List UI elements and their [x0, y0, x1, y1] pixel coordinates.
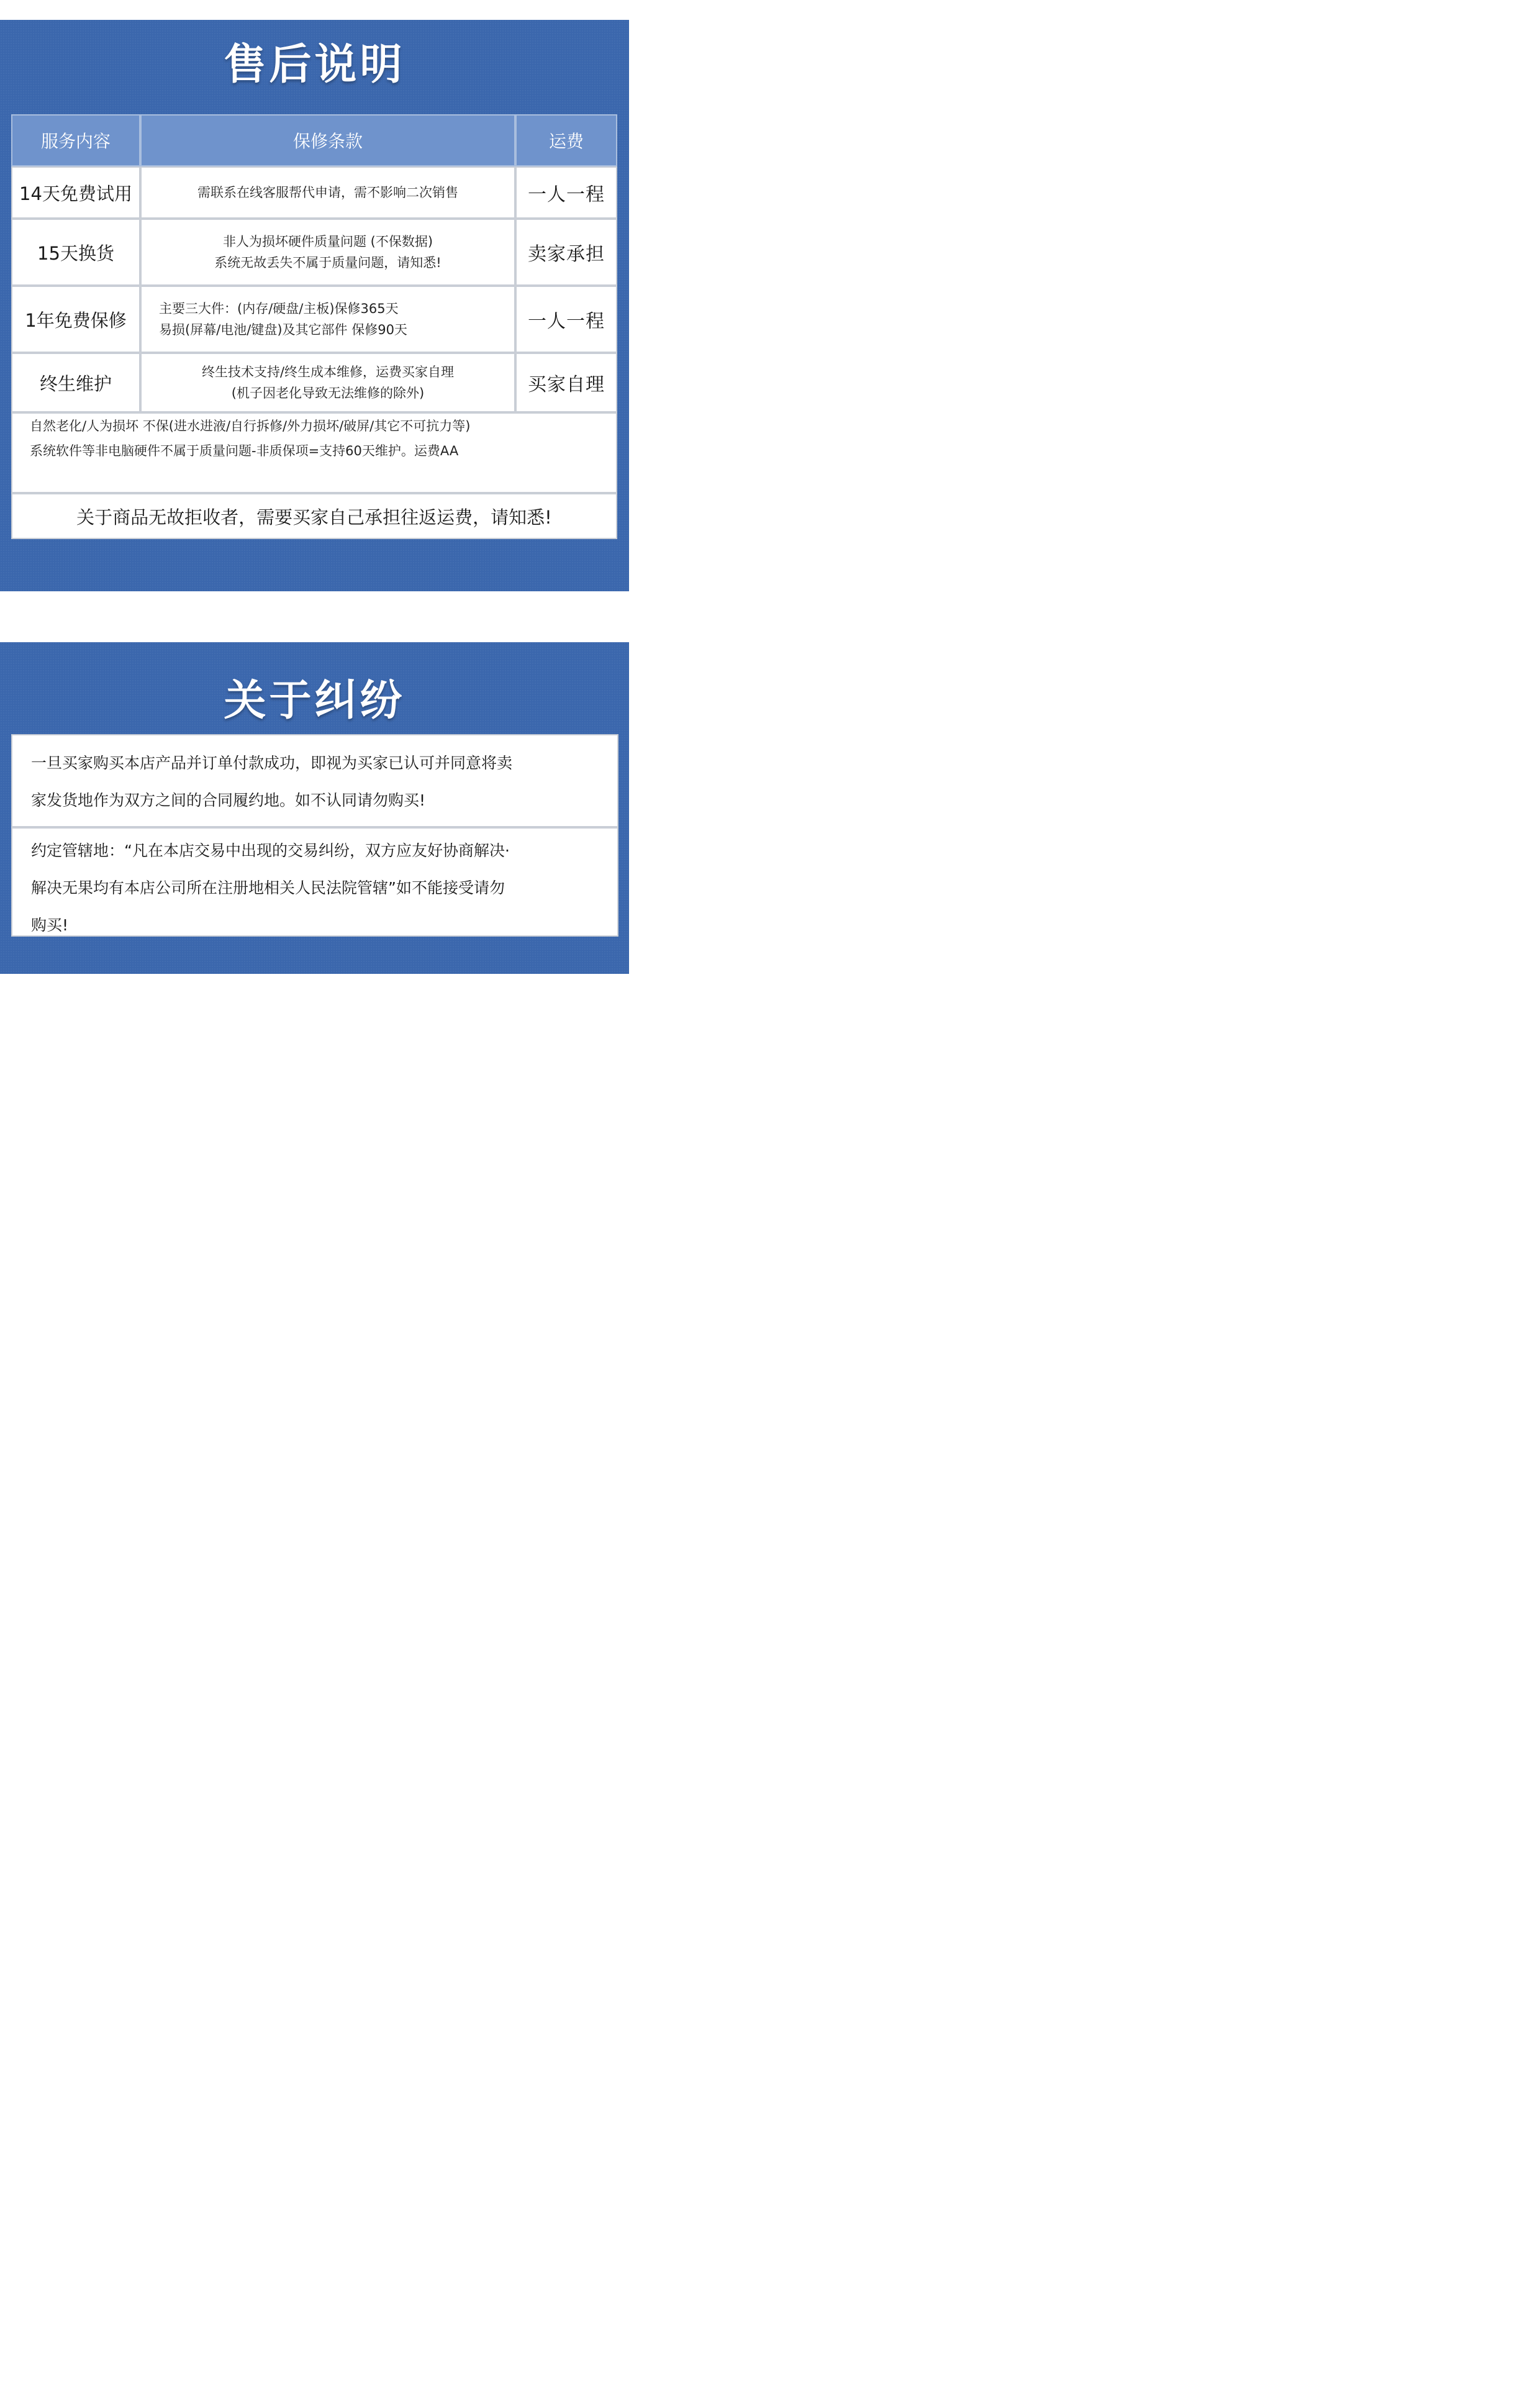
service-cell: 终生维护	[11, 353, 140, 412]
terms-line: 需联系在线客服帮代申请，需不影响二次销售	[197, 185, 458, 200]
service-cell: 14天免费试用	[11, 166, 140, 219]
fee-cell: 一人一程	[515, 286, 617, 353]
fee-cell: 卖家承担	[515, 219, 617, 286]
terms-line: 系统无故丢失不属于质量问题，请知悉!	[214, 255, 442, 270]
terms-cell	[140, 219, 515, 286]
contract-place-box	[11, 734, 618, 827]
jurisdiction-line: 解决无果均有本店公司所在注册地相关人民法院管辖”如不能接受请勿	[31, 879, 505, 897]
terms-cell	[140, 166, 515, 219]
terms-cell	[140, 353, 515, 412]
header-shipping: 运费	[515, 114, 617, 166]
fee-cell: 买家自理	[515, 353, 617, 412]
notice-line: 系统软件等非电脑硬件不属于质量问题-非质保项=支持60天维护。运费AA	[30, 443, 459, 458]
terms-cell	[140, 286, 515, 353]
jurisdiction-line: 购买!	[31, 916, 69, 934]
after-sales-title: 售后说明	[224, 40, 405, 89]
header-warranty: 保修条款	[140, 114, 515, 166]
terms-line: 终生技术支持/终生成本维修，运费买家自理	[201, 365, 455, 379]
terms-line: (机子因老化导致无法维修的除外)	[231, 386, 425, 401]
contract-line: 家发货地作为双方之间的合同履约地。如不认同请勿购买!	[31, 791, 426, 809]
header-service: 服务内容	[11, 114, 140, 166]
service-cell: 15天换货	[11, 219, 140, 286]
notice-line: 自然老化/人为损坏 不保(进水进液/自行拆修/外力损坏/破屏/其它不可抗力等)	[30, 419, 471, 434]
terms-line: 易损(屏幕/电池/键盘)及其它部件 保修90天	[159, 322, 407, 337]
jurisdiction-box	[11, 827, 618, 937]
terms-line: 主要三大件：(内存/硬盘/主板)保修365天	[159, 301, 399, 316]
refusal-notice: 关于商品无故拒收者，需要买家自己承担往返运费，请知悉!	[11, 493, 617, 539]
disputes-title: 关于纠纷	[224, 676, 405, 725]
fee-cell: 一人一程	[515, 166, 617, 219]
terms-line: 非人为损坏硬件质量问题 (不保数据)	[222, 234, 433, 249]
service-cell: 1年免费保修	[11, 286, 140, 353]
contract-line: 一旦买家购买本店产品并订单付款成功，即视为买家已认可并同意将卖	[31, 754, 513, 772]
jurisdiction-line: 约定管辖地：“凡在本店交易中出现的交易纠纷，双方应友好协商解决·	[31, 842, 510, 860]
warranty-notice	[11, 412, 617, 493]
